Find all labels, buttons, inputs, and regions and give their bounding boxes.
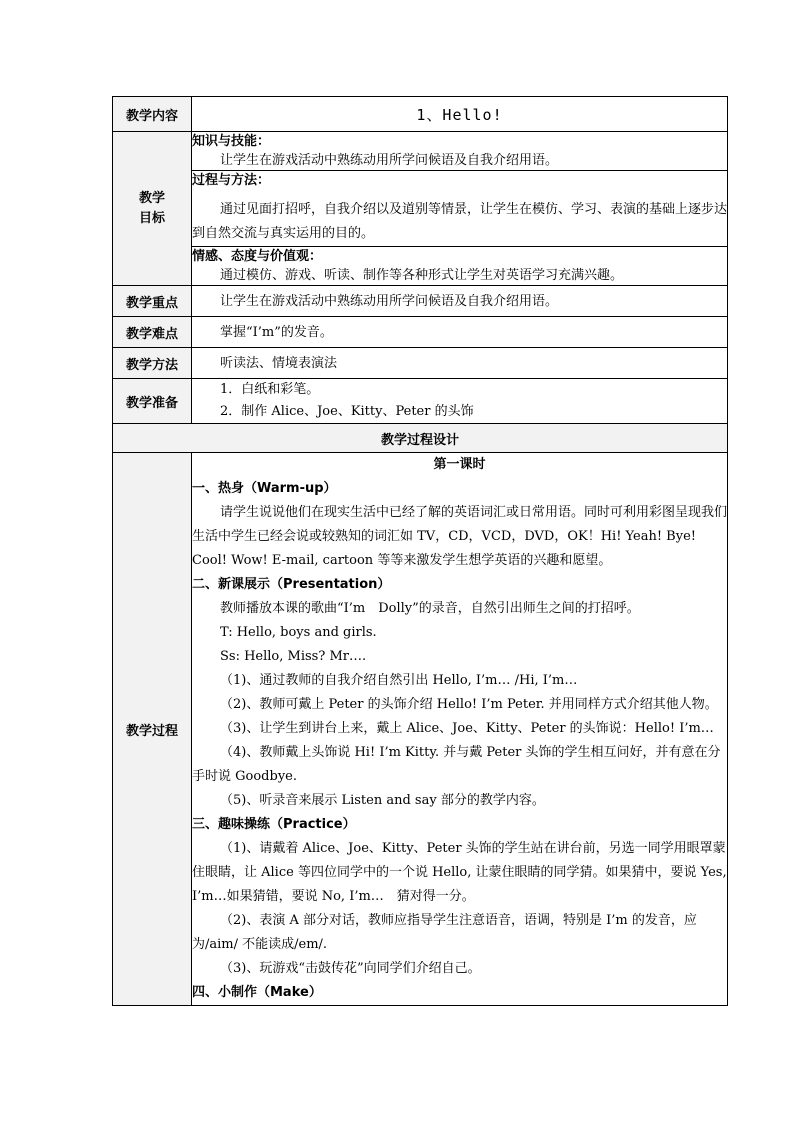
lesson-plan-page [112, 96, 727, 1026]
row-design-header [113, 424, 728, 453]
label-goals [113, 132, 192, 286]
goal-process-text: 通过见面打招呼，自我介绍以及道别等情景，让学生在模仿、学习、表演的基础上逐步达到自然交流与真实运用的目的。 [192, 202, 728, 241]
section-make-heading: 四、小制作（Make） [192, 985, 322, 1000]
presentation-step-4: （4)、教师戴上头饰说 Hi! I’m Kitty. 并与戴 Peter 头饰的学生相互问好，并有意在分手时说 Goodbye. [192, 745, 721, 784]
goal-process-heading: 过程与方法： [192, 173, 271, 188]
process-content [192, 453, 728, 1006]
lesson-plan-table [112, 96, 728, 1006]
row-goal-knowledge [113, 132, 728, 171]
presentation-para-3: Ss: Hello, Miss? Mr…. [220, 649, 367, 664]
methods-text: 听读法、情境表演法 [192, 348, 728, 379]
preparation-item-2: 2．制作 Alice、Joe、Kitty、Peter 的头饰 [220, 404, 474, 419]
goal-process [192, 171, 728, 247]
row-goal-emotion [113, 247, 728, 286]
label-goals-line1: 教学 [138, 190, 165, 206]
label-goals-line2: 目标 [138, 210, 165, 226]
label-process: 教学过程 [113, 453, 192, 1006]
row-goal-process [113, 171, 728, 247]
goal-emotion-text: 通过模仿、游戏、听读、制作等各种形式让学生对英语学习充满兴趣。 [220, 268, 624, 283]
row-key-points [113, 286, 728, 317]
goal-knowledge [192, 132, 728, 171]
row-process [113, 453, 728, 1006]
label-difficulties: 教学难点 [113, 317, 192, 348]
presentation-step-1: （1)、通过教师的自我介绍自然引出 Hello, I’m… /Hi, I’m… [220, 673, 578, 688]
row-difficulties [113, 317, 728, 348]
presentation-step-3: （3)、让学生到讲台上来，戴上 Alice、Joe、Kitty、Peter 的头饰说：Hello! I’m… [220, 721, 714, 736]
section-warmup-heading: 一、热身（Warm-up） [192, 481, 337, 496]
difficulties-text: 掌握“I’m”的发音。 [192, 317, 728, 348]
label-content: 教学内容 [113, 97, 192, 132]
row-content [113, 97, 728, 132]
goal-emotion [192, 247, 728, 286]
presentation-step-5: （5)、听录音来展示 Listen and say 部分的教学内容。 [220, 793, 545, 808]
key-points-text: 让学生在游戏活动中熟练动用所学问候语及自我介绍用语。 [192, 286, 728, 317]
lesson-title: 1、Hello! [192, 97, 728, 132]
row-methods [113, 348, 728, 379]
label-methods: 教学方法 [113, 348, 192, 379]
lesson-period-title: 第一课时 [433, 457, 486, 472]
practice-step-2: （2)、表演 A 部分对话，教师应指导学生注意语音，语调，特别是 I’m 的发音，应为/aim/ 不能读成/em/. [192, 913, 697, 952]
practice-step-1: （1)、请戴着 Alice、Joe、Kitty、Peter 头饰的学生站在讲台前，另选一同学用眼罩蒙住眼睛，让 Alice 等四位同学中的一个说 Hello, 让蒙住眼睛的同学猜。如果猜中，要说 Yes, I’m…如果猜错，要说 No, I’m… 猜对得一分。 [192, 841, 727, 904]
presentation-para-2: T: Hello, boys and girls. [220, 625, 377, 640]
design-header: 教学过程设计 [113, 424, 728, 453]
section-presentation-heading: 二、新课展示（Presentation） [192, 577, 391, 592]
presentation-para-1: 教师播放本课的歌曲“I’m Dolly”的录音，自然引出师生之间的打招呼。 [220, 601, 640, 616]
section-practice-heading: 三、趣味操练（Practice） [192, 817, 356, 832]
label-key-points: 教学重点 [113, 286, 192, 317]
preparation-item-1: 1．白纸和彩笔。 [220, 382, 320, 397]
preparation [192, 379, 728, 424]
goal-knowledge-text: 让学生在游戏活动中熟练动用所学问候语及自我介绍用语。 [220, 153, 559, 168]
section-warmup-text: 请学生说说他们在现实生活中已经了解的英语词汇或日常用语。同时可利用彩图呈现我们生活中学生已经会说或较熟知的词汇如 TV，CD，VCD，DVD，OK！Hi! Yeah! Bye! Cool! Wow! E-mail, cartoon 等等来激发学生想学英语的兴趣和愿望。 [192, 505, 728, 568]
label-preparation: 教学准备 [113, 379, 192, 424]
row-preparation [113, 379, 728, 424]
presentation-step-2: （2)、教师可戴上 Peter 的头饰介绍 Hello! I’m Peter. 并用同样方式介绍其他人物。 [220, 697, 718, 712]
goal-emotion-heading: 情感、态度与价值观： [192, 249, 323, 264]
practice-step-3: （3)、玩游戏“击鼓传花”向同学们介绍自己。 [220, 961, 481, 976]
goal-knowledge-heading: 知识与技能： [192, 134, 271, 149]
